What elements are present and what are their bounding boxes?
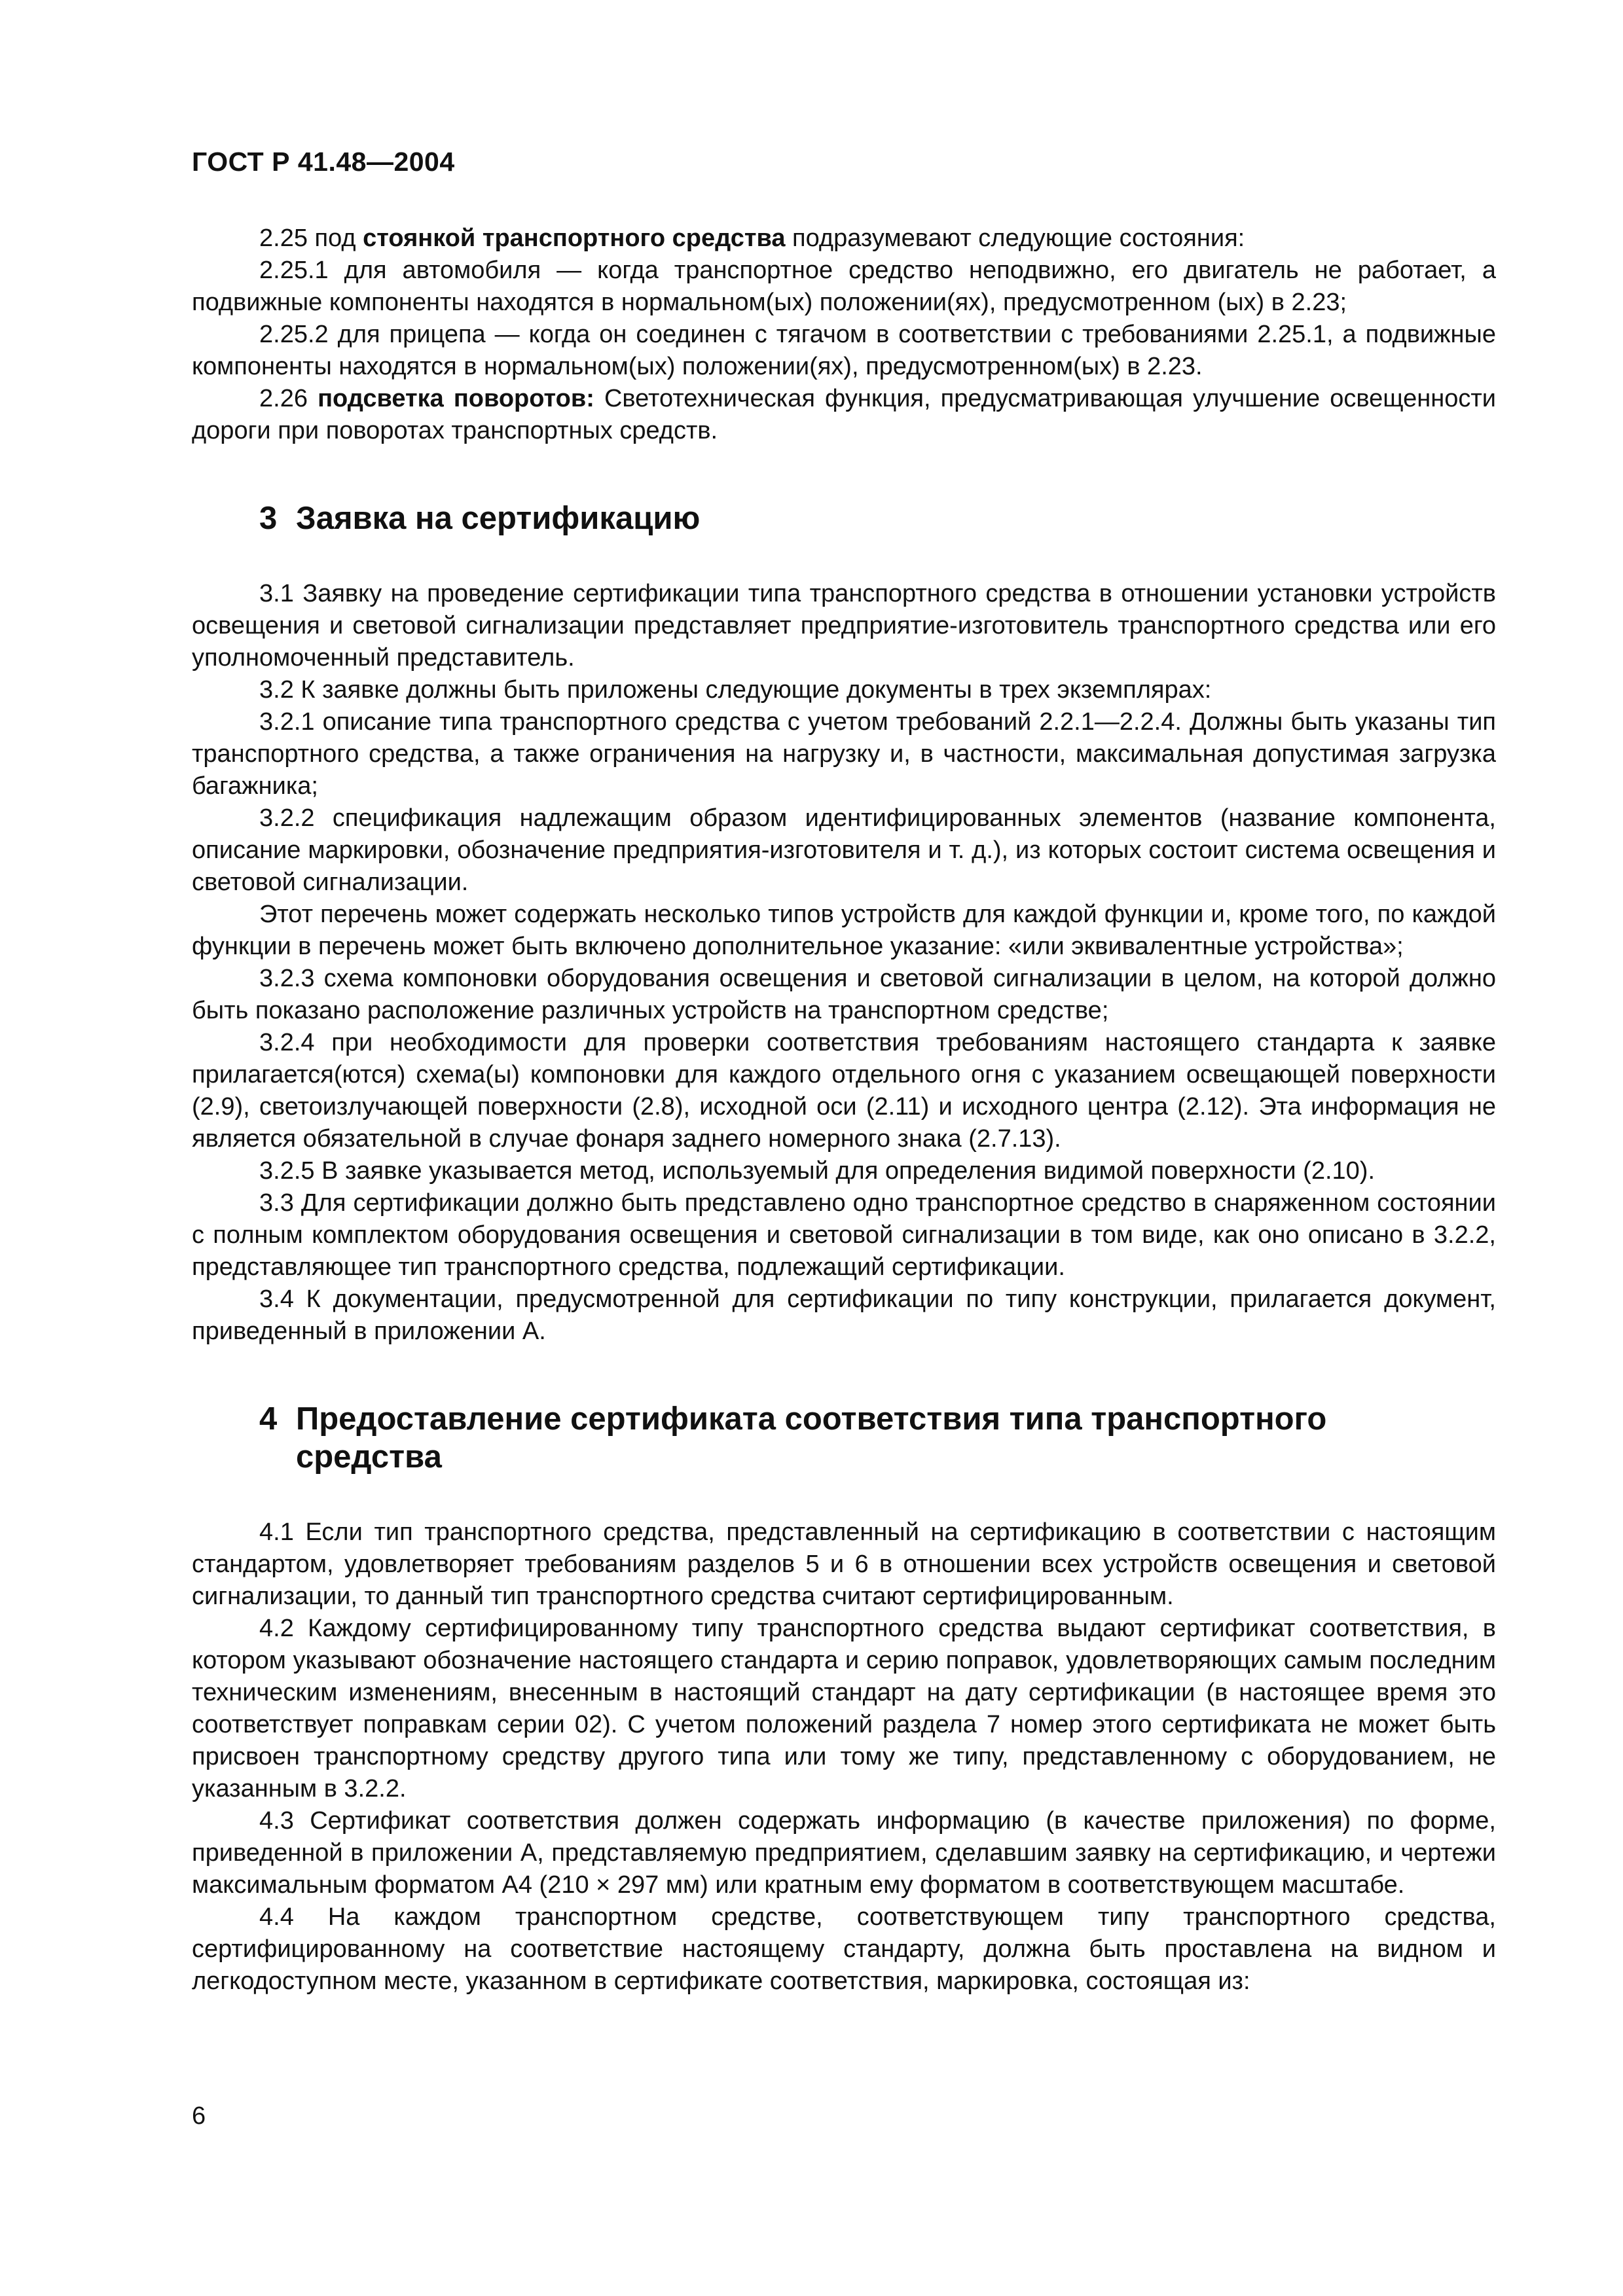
section-number: 3: [259, 501, 278, 536]
section-title: Заявка на сертификацию: [296, 501, 701, 536]
section-4-heading: [192, 1400, 1496, 1476]
paragraph-3-2-2: 3.2.2 спецификация надлежащим образом идентифицированных элементов (название компонента, описание маркировки, обозначение предприятия-изготовителя и т. д.), из которых состоит система освещения и световой сигнализации.: [192, 804, 1496, 896]
paragraph-2-25-2: 2.25.2 для прицепа — когда он соединен с тягачом в соответствии с требованиями 2.25.1, а подвижные компоненты находятся в нормальном(ых) положении(ях), предусмотренном(ых) в 2.23.: [192, 321, 1496, 380]
document-id-header: ГОСТ Р 41.48—2004: [192, 147, 455, 177]
section-number: 4: [259, 1401, 278, 1437]
paragraph-2-25: [192, 223, 1496, 255]
paragraph-3-3: 3.3 Для сертификации должно быть представлено одно транспортное средство в снаряженном состоянии с полным комплектом оборудования освещения и световой сигнализации в том виде, как оно описано в 3.2.2, представляющее тип транспортного средства, подлежащий сертификации.: [192, 1189, 1496, 1281]
paragraph-number: 2.26: [259, 385, 318, 412]
paragraph-3-1: 3.1 Заявку на проведение сертификации типа транспортного средства в отношении установки устройств освещения и световой сигнализации представляет предприятие-изготовитель транспортного средства или его уполномоченный представитель.: [192, 580, 1496, 672]
paragraph-2-26: [192, 383, 1496, 447]
paragraph-3-2: 3.2 К заявке должны быть приложены следующие документы в трех экземплярах:: [259, 676, 1212, 704]
paragraph-2-25-1: 2.25.1 для автомобиля — когда транспортное средство неподвижно, его двигатель не работает, а подвижные компоненты находятся в нормальном(ых) положении(ях), предусмотренном (ых) в 2.23;: [192, 257, 1496, 316]
paragraph-4-4: 4.4 На каждом транспортном средстве, соответствующем типу транспортного средства, сертифицированному на соответствие настоящему стандарту, должна быть проставлена на видном и легкодоступном месте, указанном в сертификате соответствия, маркировка, состоящая из:: [192, 1903, 1496, 1995]
paragraph-3-2-3: 3.2.3 схема компоновки оборудования освещения и световой сигнализации в целом, на которой должно быть показано расположение различных устройств на транспортном средстве;: [192, 965, 1496, 1024]
paragraph-text: Светотехническая функция, предусматривающая улучшение освещенности дороги при поворотах транспортных средств.: [192, 385, 1496, 444]
paragraph-3-2-5: 3.2.5 В заявке указывается метод, используемый для определения видимой поверхности (2.10).: [259, 1157, 1376, 1185]
defined-term: подсветка поворотов:: [318, 385, 594, 412]
paragraph-4-3: 4.3 Сертификат соответствия должен содержать информацию (в качестве приложения) по форме, приведенной в приложении А, представляемую предприятием, сделавшим заявку на сертификацию, и чертежи максимальным форматом А4 (210 × 297 мм) или кратным ему форматом в соответствующем масштабе.: [192, 1807, 1496, 1899]
paragraph-list-note: Этот перечень может содержать несколько типов устройств для каждой функции и, кроме того, по каждой функции в перечень может быть включено дополнительное указание: «или эквивалентные устройства»;: [192, 901, 1496, 960]
paragraph-3-4: 3.4 К документации, предусмотренной для сертификации по типу конструкции, прилагается документ, приведенный в приложении А.: [192, 1285, 1496, 1345]
paragraph-4-2: 4.2 Каждому сертифицированному типу транспортного средства выдают сертификат соответствия, в котором указывают обозначение настоящего стандарта и серию поправок, удовлетворяющих самым последним техническим изменениям, внесенным в настоящий стандарт на дату сертификации (в настоящее время это соответствует поправкам серии 02). С учетом положений раздела 7 номер этого сертификата не может быть присвоен транспортному средству другого типа или тому же типу, представленному с оборудованием, не указанным в 3.2.2.: [192, 1615, 1496, 1803]
section-title-line-1: Предоставление сертификата соответствия типа транспортного: [296, 1401, 1327, 1437]
paragraph-3-2-4: 3.2.4 при необходимости для проверки соответствия требованиям настоящего стандарта к заявке прилагается(ются) схема(ы) компоновки для каждого отдельного огня с указанием освещающей поверхности (2.9), светоизлучающей поверхности (2.8), исходной оси (2.11) и исходного центра (2.12). Эта информация не является обязательной в случае фонаря заднего номерного знака (2.7.13).: [192, 1029, 1496, 1153]
paragraph-4-1: 4.1 Если тип транспортного средства, представленный на сертификацию в соответствии с настоящим стандартом, удовлетворяет требованиям разделов 5 и 6 в отношении всех устройств освещения и световой сигнализации, то данный тип транспортного средства считают сертифицированным.: [192, 1518, 1496, 1610]
paragraph-3-2-1: 3.2.1 описание типа транспортного средства с учетом требований 2.2.1—2.2.4. Должны быть указаны тип транспортного средства, а также ограничения на нагрузку и, в частности, максимальная допустимая загрузка багажника;: [192, 708, 1496, 800]
section-title-line-2: средства: [296, 1439, 442, 1475]
paragraph-number: 2.25 под: [259, 224, 363, 252]
defined-term: стоянкой транспортного средства: [363, 224, 786, 252]
paragraph-text: подразумевают следующие состояния:: [785, 224, 1245, 252]
page-body: [192, 223, 1496, 1998]
page-number: 6: [192, 2102, 206, 2130]
section-3-heading: [192, 499, 1496, 537]
